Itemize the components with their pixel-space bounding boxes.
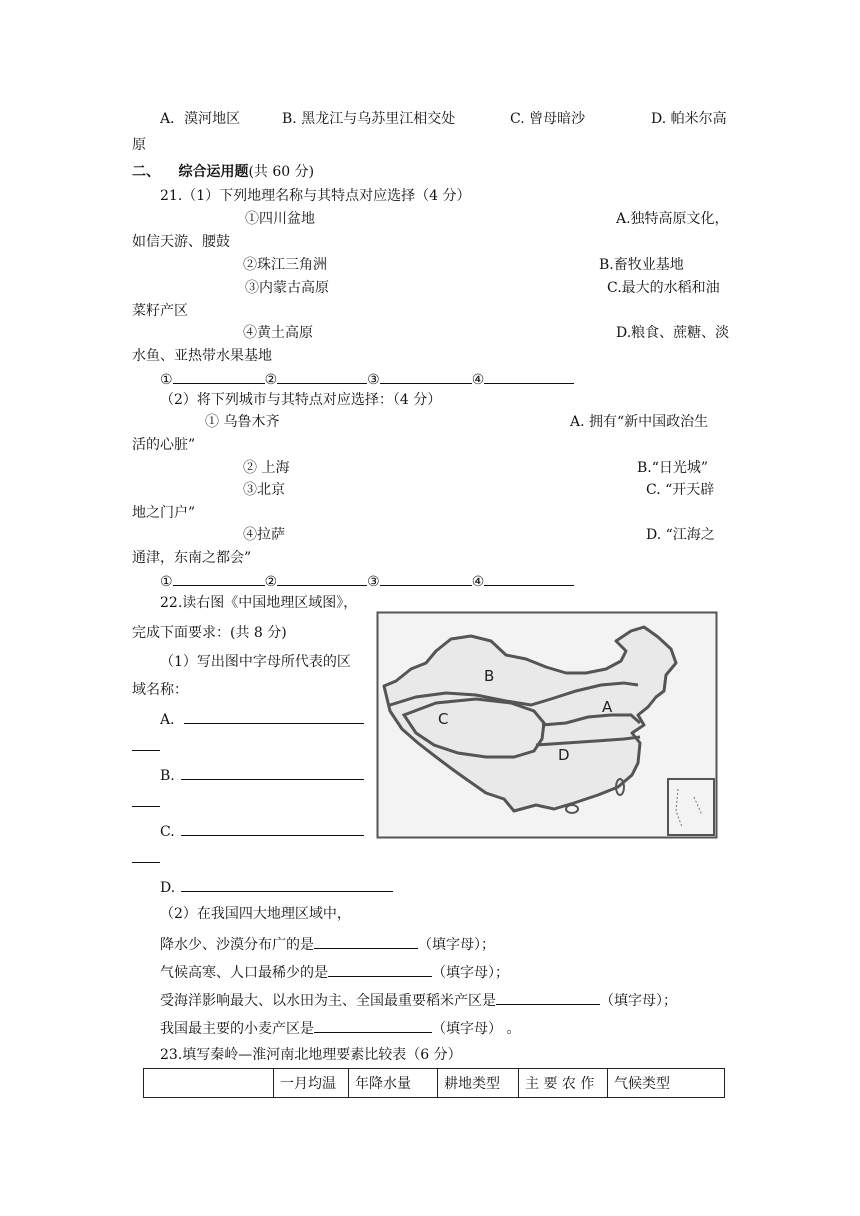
fill-blank-wheat[interactable]	[314, 1018, 432, 1033]
table-header-cell	[144, 1069, 274, 1098]
region-b-blank[interactable]	[181, 765, 364, 780]
q21-p2-title: （2）将下列城市与其特点对应选择：（4 分）	[160, 392, 442, 408]
region-c-blank[interactable]	[181, 821, 364, 836]
map-label-a: A	[602, 698, 613, 716]
q21-city-option-a: A. 拥有“新中国政治生	[570, 414, 709, 430]
fill-blank-rice[interactable]	[496, 990, 600, 1005]
answer-blank-6[interactable]	[277, 571, 367, 586]
q22-title: 22.读右图《中国地理区域图》，	[160, 595, 358, 611]
q21-option-d-continued: 水鱼、亚热带水果基地	[132, 348, 272, 364]
table-header-cell: 主 要 农 作	[519, 1069, 608, 1098]
q22-region-c-row: C.	[160, 821, 364, 841]
table-header-cell: 气候类型	[608, 1069, 725, 1098]
q23-title: 23.填写秦岭—淮河南北地理要素比较表（6 分）	[160, 1047, 462, 1063]
q21-city-option-c: C. “开天辟	[646, 482, 715, 498]
answer-blank-1[interactable]	[173, 369, 265, 384]
region-a-blank[interactable]	[184, 709, 364, 724]
q20-option-d-continued: 原	[132, 137, 146, 153]
q21-option-a: A.独特高原文化，	[616, 211, 729, 227]
q21-option-c: C.最大的水稻和油	[607, 280, 720, 296]
q21-city-option-a-continued: 活的心脏”	[132, 437, 196, 453]
q21-item-1: ①四川盆地	[245, 211, 315, 227]
answer-blank-8[interactable]	[484, 571, 574, 586]
table-header-cell: 年降水量	[349, 1069, 438, 1098]
q21-city-4: ④拉萨	[243, 527, 285, 543]
q21-option-d: D.粮食、蔗糖、淡	[616, 325, 730, 341]
answer-blank-7[interactable]	[380, 571, 472, 586]
q21-city-option-c-continued: 地之门户”	[132, 505, 196, 521]
region-d-blank[interactable]	[181, 877, 393, 892]
q22-p1-continued: 域名称：	[132, 682, 188, 698]
section-heading	[132, 163, 314, 181]
map-label-b: B	[484, 667, 495, 685]
region-a-blank-continued[interactable]	[132, 736, 160, 756]
q22-fill-line-4: 我国最主要的小麦产区是 （填字母） 。	[160, 1018, 520, 1038]
section-title: 综合运用题	[178, 164, 249, 180]
q21-city-option-d: D. “江海之	[646, 527, 715, 543]
q20-option-c: C. 曾母暗沙	[510, 111, 586, 127]
q21-item-3: ③内蒙古高原	[245, 280, 329, 296]
q21-item-4: ④黄土高原	[243, 325, 313, 341]
fill-blank-desert[interactable]	[314, 934, 418, 949]
region-b-blank-continued[interactable]	[132, 792, 160, 812]
q22-p2: （2）在我国四大地理区域中，	[160, 906, 351, 922]
q21-option-a-continued: 如信天游、腰鼓	[132, 234, 230, 250]
q22-region-a-row: A．	[160, 709, 364, 729]
map-label-d: D	[558, 746, 570, 764]
q21-city-option-b: B.“日光城”	[637, 460, 709, 476]
q20-option-d: D. 帕米尔高	[651, 111, 727, 127]
answer-blank-5[interactable]	[173, 571, 265, 586]
q21-p1-title: 21.（1）下列地理名称与其特点对应选择（4 分）	[160, 188, 471, 204]
comparison-table	[143, 1068, 725, 1098]
q22-region-d-row: D.	[160, 877, 393, 897]
q21-city-3: ③北京	[243, 482, 285, 498]
q21-city-option-d-continued: 通津，东南之都会”	[132, 550, 252, 566]
q22-region-b-row: B.	[160, 765, 364, 785]
q21-p2-answer-row: ① ② ③ ④	[160, 571, 574, 591]
q21-p1-answer-row: ① ② ③ ④	[160, 369, 574, 389]
q20-option-a: A．漠河地区	[160, 111, 241, 127]
q21-item-2: ②珠江三角洲	[243, 257, 327, 273]
table-header-cell: 一月均温	[274, 1069, 349, 1098]
q21-city-2: ② 上海	[243, 460, 290, 476]
answer-blank-2[interactable]	[277, 369, 367, 384]
q22-fill-line-2: 气候高寒、人口最稀少的是 （填字母）；	[160, 962, 509, 982]
q21-city-1: ① 乌鲁木齐	[205, 414, 280, 430]
section-score: (共 60 分)	[248, 164, 315, 180]
fill-blank-plateau[interactable]	[328, 962, 432, 977]
q20-option-b: B. 黑龙江与乌苏里江相交处	[282, 111, 456, 127]
q22-title-continued: 完成下面要求：(共 8 分)	[132, 625, 287, 641]
china-region-map	[376, 611, 718, 839]
answer-blank-4[interactable]	[484, 369, 574, 384]
q21-option-c-continued: 菜籽产区	[132, 303, 188, 319]
table-header-row	[144, 1069, 725, 1098]
table-header-cell: 耕地类型	[438, 1069, 519, 1098]
q22-p1: （1）写出图中字母所代表的区	[160, 654, 351, 670]
map-label-c: C	[438, 710, 449, 728]
section-number: 二、	[132, 164, 160, 180]
q22-fill-line-3: 受海洋影响最大、以水田为主、全国最重要稻米产区是 （填字母）；	[160, 990, 677, 1010]
region-c-blank-continued[interactable]	[132, 848, 160, 868]
q21-option-b: B.畜牧业基地	[599, 257, 684, 273]
q22-fill-line-1: 降水少、沙漠分布广的是 （填字母）；	[160, 934, 495, 954]
answer-blank-3[interactable]	[380, 369, 472, 384]
